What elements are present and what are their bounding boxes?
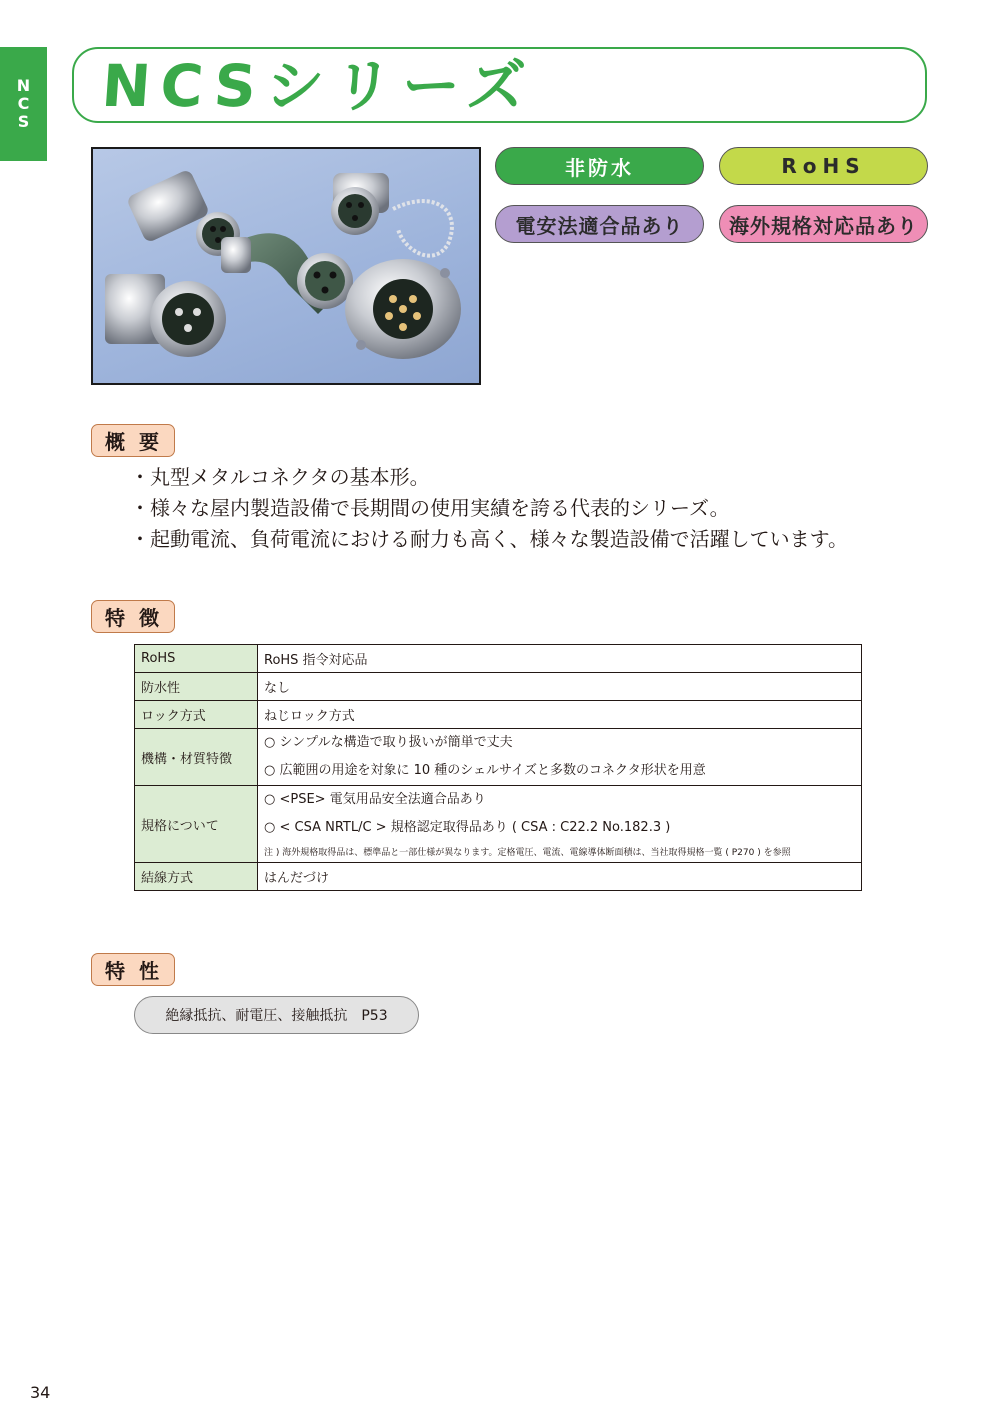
table-row	[135, 786, 862, 863]
table-row	[135, 729, 862, 786]
row-key: 結線方式	[135, 863, 258, 891]
table-row	[135, 701, 862, 729]
row-value: RoHS 指令対応品	[258, 645, 862, 673]
table-row	[135, 673, 862, 701]
badge-overseas-standards: 海外規格対応品あり	[719, 205, 928, 243]
badge-rohs: RoHS	[719, 147, 928, 185]
row-key: ロック方式	[135, 701, 258, 729]
row-value: ねじロック方式	[258, 701, 862, 729]
value-line: ○ < CSA NRTL/C > 規格認定取得品あり ( CSA : C22.2 No.182.3 )	[264, 820, 671, 835]
page-title: NCSシリーズ	[99, 52, 538, 120]
row-value: はんだづけ	[258, 863, 862, 891]
list-item: ・ 様々な屋内製造設備で長期間の使用実績を誇る代表的シリーズ。	[130, 493, 848, 524]
row-key: RoHS	[135, 645, 258, 673]
row-key: 規格について	[135, 786, 258, 863]
features-table	[134, 644, 862, 891]
page-number: 34	[30, 1383, 51, 1402]
product-photo	[91, 147, 481, 385]
table-row	[135, 645, 862, 673]
side-tab-letter: C	[17, 94, 30, 113]
row-value	[258, 729, 862, 786]
row-value	[258, 786, 862, 863]
list-item: ・ 丸型メタルコネクタの基本形。	[130, 462, 848, 493]
value-line: ○ 広範囲の用途を対象に 10 種のシェルサイズと多数のコネクタ形状を用意	[264, 763, 706, 778]
badge-pse-compliant: 電安法適合品あり	[495, 205, 704, 243]
section-label-features: 特徴	[91, 600, 175, 633]
list-item: ・ 起動電流、負荷電流における耐力も高く、様々な製造設備で活躍しています。	[130, 524, 848, 555]
badge-non-waterproof: 非防水	[495, 147, 704, 185]
title-box	[72, 47, 927, 123]
overview-list	[130, 462, 848, 555]
value-line: ○ シンプルな構造で取り扱いが簡単で丈夫	[264, 735, 513, 750]
row-key: 機構・材質特徴	[135, 729, 258, 786]
note-text: 注 ) 海外規格取得品は、標準品と一部仕様が異なります。定格電圧、電流、電線導体断面積は、当社取得規格一覧 ( P270 ) を参照	[264, 848, 791, 858]
row-key: 防水性	[135, 673, 258, 701]
section-label-overview: 概要	[91, 424, 175, 457]
value-line: ○ <PSE> 電気用品安全法適合品あり	[264, 792, 486, 807]
characteristics-link[interactable]: 絶縁抵抗、耐電圧、接触抵抗 P53	[134, 996, 419, 1034]
row-value: なし	[258, 673, 862, 701]
table-row	[135, 863, 862, 891]
side-tab-letter: S	[17, 112, 30, 131]
section-label-characteristics: 特性	[91, 953, 175, 986]
side-tab-letter: N	[16, 76, 31, 95]
connector-illustration	[93, 149, 479, 383]
side-tab	[0, 47, 47, 161]
